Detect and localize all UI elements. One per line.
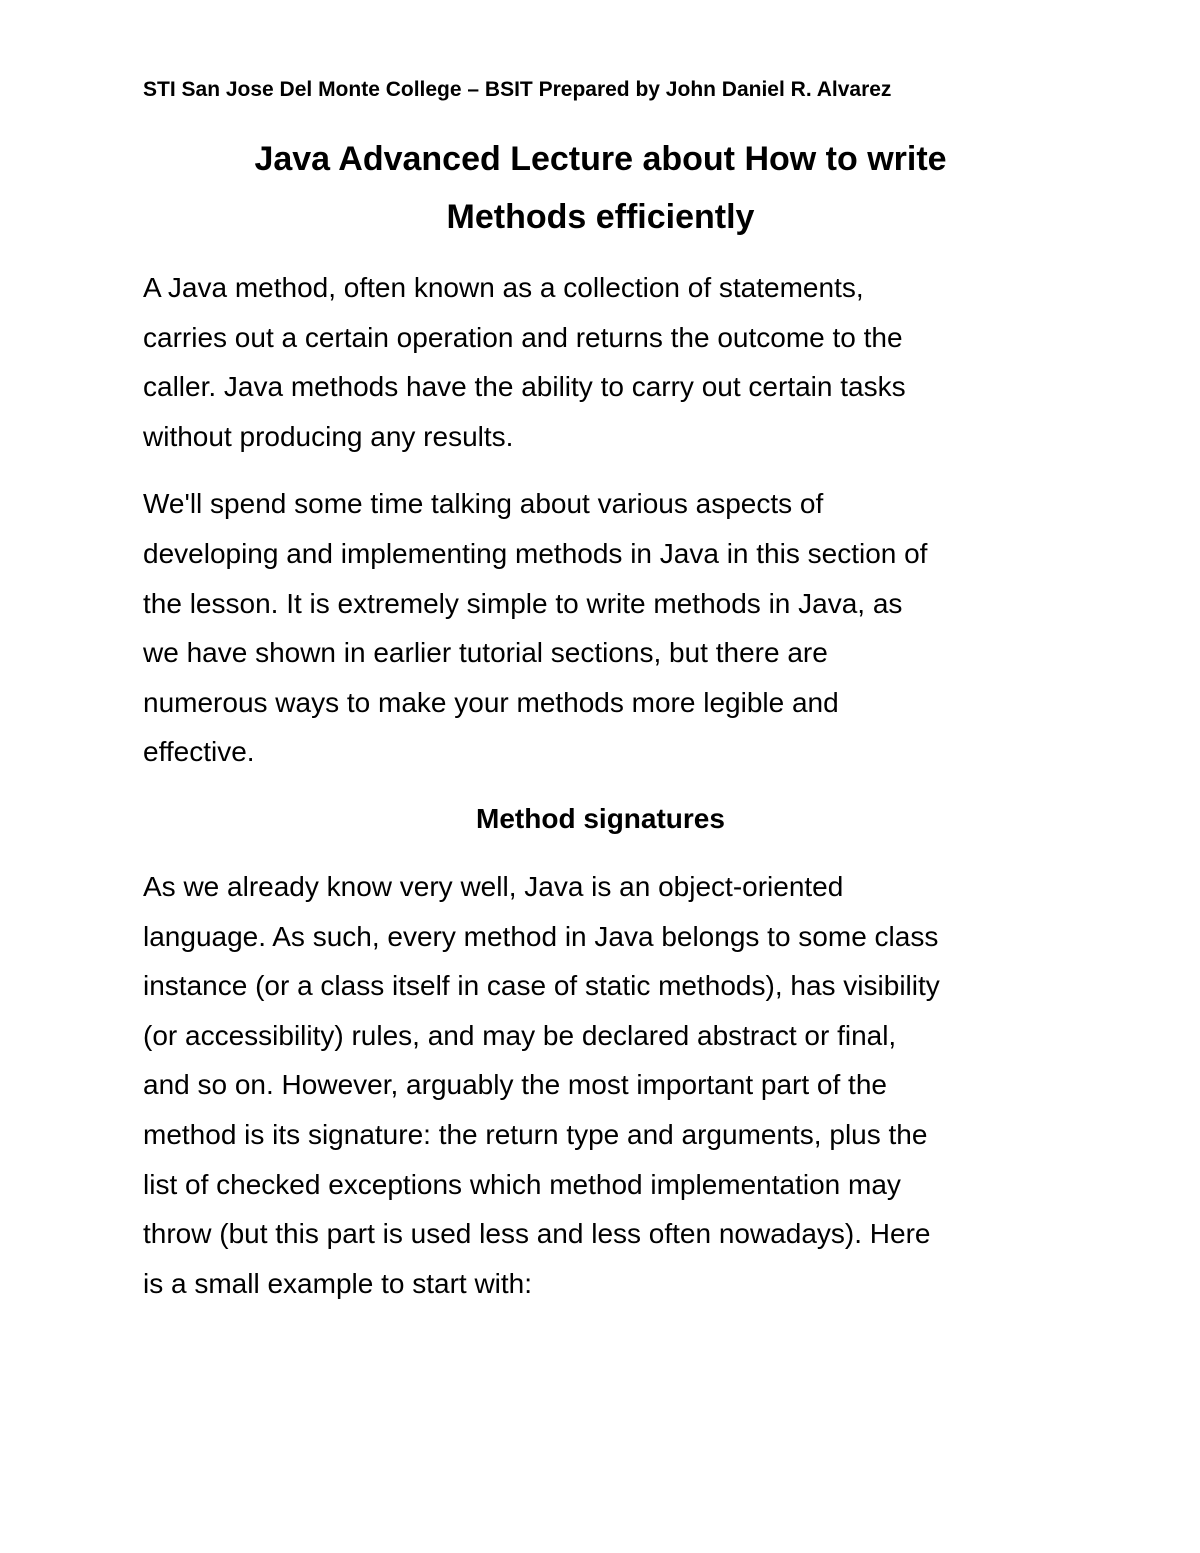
paragraph-line: method is its signature: the return type and arguments, plus the <box>143 1118 928 1150</box>
paragraph-line: list of checked exceptions which method implementation may <box>143 1168 901 1200</box>
document-page <box>143 70 1058 1308</box>
page-header: STI San Jose Del Monte College – BSIT Prepared by John Daniel R. Alvarez <box>143 78 892 101</box>
paragraph-line: we have shown in earlier tutorial sections, but there are <box>143 637 828 669</box>
paragraph-line: As we already know very well, Java is an object-oriented <box>143 870 844 902</box>
paragraph-line: without producing any results. <box>143 420 514 452</box>
paragraph-line: is a small example to start with: <box>143 1267 533 1299</box>
signature-paragraph <box>143 862 1058 1308</box>
paragraph-line: numerous ways to make your methods more legible and <box>143 686 839 718</box>
title-line: Methods efficiently <box>446 198 755 236</box>
paragraph-line: the lesson. It is extremely simple to write methods in Java, as <box>143 587 903 619</box>
section-heading: Method signatures <box>476 802 725 834</box>
paragraph-line: developing and implementing methods in Java in this section of <box>143 537 928 569</box>
overview-paragraph <box>143 479 1058 777</box>
paragraph-line: effective. <box>143 736 255 768</box>
paragraph-line: A Java method, often known as a collection of statements, <box>143 272 864 303</box>
paragraph-line: carries out a certain operation and returns the outcome to the <box>143 321 903 353</box>
paragraph-line: language. As such, every method in Java belongs to some class <box>143 920 939 952</box>
title-line: Java Advanced Lecture about How to write <box>254 140 947 178</box>
paragraph-line: caller. Java methods have the ability to carry out certain tasks <box>143 371 906 403</box>
paragraph-line: and so on. However, arguably the most important part of the <box>143 1069 887 1101</box>
document-title <box>143 130 1058 246</box>
paragraph-line: instance (or a class itself in case of static methods), has visibility <box>143 970 940 1002</box>
paragraph-line: We'll spend some time talking about various aspects of <box>143 488 824 520</box>
intro-paragraph <box>143 263 1058 461</box>
paragraph-line: throw (but this part is used less and less often nowadays). Here <box>143 1218 931 1250</box>
paragraph-line: (or accessibility) rules, and may be declared abstract or final, <box>143 1019 897 1051</box>
